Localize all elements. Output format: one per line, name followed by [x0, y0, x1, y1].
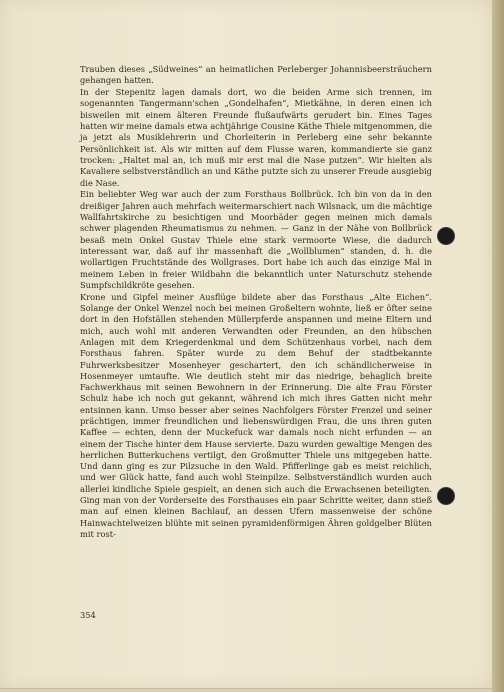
binding-hole: [438, 488, 454, 504]
paragraph-sudwein: Trauben dieses „Südweines“ an heimatlichen Perleberger Johannisbeersträuchern gehangen hatten.: [80, 64, 432, 86]
page-edge: [492, 0, 504, 692]
paragraph-alte-eichen: Krone und Gipfel meiner Ausflüge bildete aber das Forsthaus „Alte Eichen“. Solange der Onkel Wenzel noch bei meinen Großeltern wohnte, ließ er öfter seine dort in den Hofställen stehenden Müllerpferde anspannen und meine Eltern und mich, auch wohl mit anderen Verwandten oder Freunden, an den hübschen Anlagen mit dem Kriegerdenkmal und dem Schützenhaus vorbei, nach dem Forsthaus fahren. Später wurde zu dem Behuf der stadtbekannte Fuhrwerksbesitzer Mosenheyer geschartert, den ich schändlicherweise in Hosenmeyer umtaufte. Wie deutlich steht mir das niedrige, behaglich breite Fachwerkhaus mit seinen Bewohnern in der Erinnerung. Die alte Frau Förster Schulz habe ich noch gut gekannt, während ich mich ihres Gatten nicht mehr entsinnen kann. Umso besser aber seines Nachfolgers Förster Frenzel und seiner prächtigen, immer freundlichen und liebenswürdigen Frau, die uns ihren guten Kaffee — echten, denn der Muckefuck war damals noch nicht erfunden — an einem der Tische hinter dem Hause servierte. Dazu wurden gewaltige Mengen des herrlichen Butterkuchens vertilgt, den Großmutter Thiele uns mitgegeben hatte. Und dann ging es zur Pilzsuche in den Wald. Pfifferlinge gab es meist reichlich, und wer Glück hatte, fand auch wohl Steinpilze. Selbstverständlich wurden auch allerlei kindliche Spiele gespielt, an denen sich auch die Erwachsenen beteiligten. Ging man von der Vorderseite des Forsthauses ein paar Schritte weiter, dann stieß man auf einen kleinen Bachlauf, an dessen Ufern massenweise der schöne Hainwachtelweizen blühte mit seinen pyramidenförmigen Ähren goldgelber Blüten mit rost-: [80, 291, 432, 539]
binding-hole: [438, 228, 454, 244]
page-text: [80, 64, 432, 541]
page-number: 354: [80, 610, 96, 620]
paragraph-stepenitz: In der Stepenitz lagen damals dort, wo die beiden Arme sich trennen, im sogenannten Tangermann'schen „Gondelhafen“, Mietkähne, in deren einen ich bisweilen mit einem älteren Freunde flußaufwärts gerudert bin. Eines Tages hatten wir meine damals etwa achtjährige Cousine Käthe Thiele mitgenommen, die ja jetzt als Musiklehrerin und Chorleiterin in Perleberg eine sehr bekannte Persönlichkeit ist. Als wir mitten auf dem Flusse waren, kommandierte sie ganz trocken: „Haltet mal an, ich muß mir erst mal die Nase putzen“. Wir hielten als Kavaliere selbstverständlich an und Käthe putzte sich zu unserer Freude ausgiebig die Nase.: [80, 87, 432, 188]
paragraph-bollbrueck: Ein beliebter Weg war auch der zum Forsthaus Bollbrück. Ich bin von da in den dreißiger Jahren auch mehrfach weitermarschiert nach Wilsnack, um die mächtige Wallfahrtskirche zu besichtigen und Moorbäder gegen meinen mich damals schwer plagenden Rheumatismus zu nehmen. — Ganz in der Nähe von Bollbrück besaß mein Onkel Gustav Thiele eine stark vermoorte Wiese, die dadurch interessant war, daß auf ihr massenhaft die „Wollblumen“ standen, d. h. die wollartigen Fruchtstände des Wollgrases. Dort habe ich auch das einzige Mal in meinem Leben in freier Wildbahn die bekanntlich unter Naturschutz stehende Sumpfschildkröte gesehen.: [80, 189, 432, 290]
